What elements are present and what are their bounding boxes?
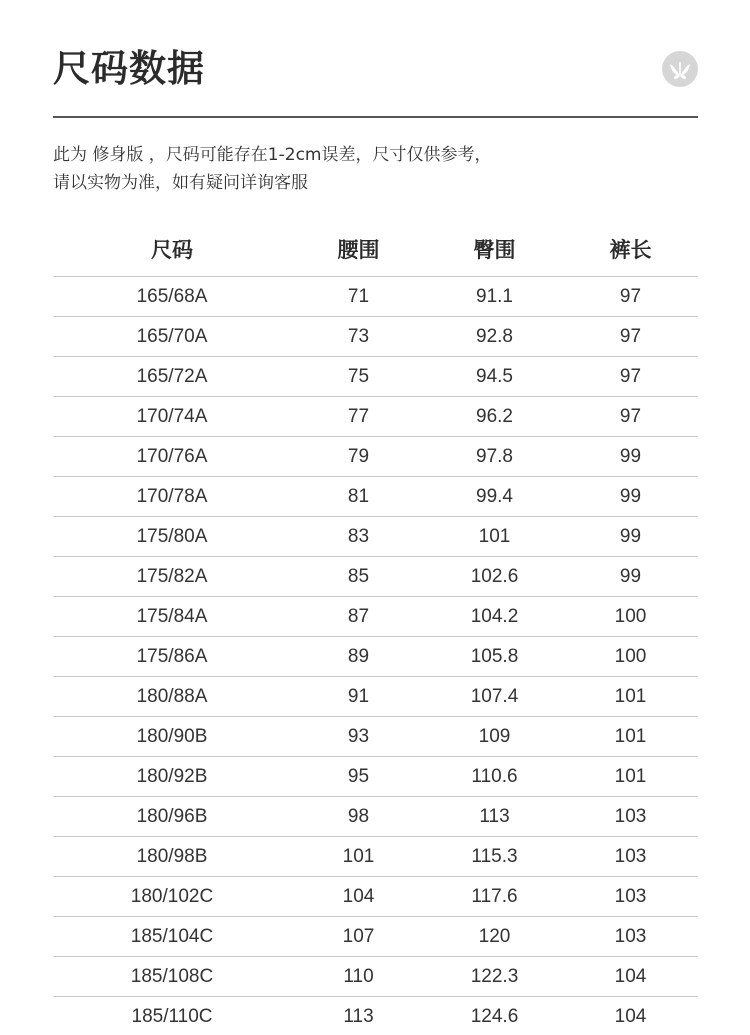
cell-size: 170/78A xyxy=(136,485,208,507)
cell-waist: 101 xyxy=(342,845,375,867)
table-row xyxy=(53,797,698,837)
table-row xyxy=(53,317,698,357)
table-row xyxy=(53,877,698,917)
table-row xyxy=(53,677,698,717)
cell-waist: 93 xyxy=(347,725,370,747)
table-row xyxy=(53,837,698,877)
cell-waist: 73 xyxy=(347,325,370,347)
table-row xyxy=(53,637,698,677)
size-note-line-2: 请以实物为准，如有疑问详询客服 xyxy=(53,173,308,193)
size-table xyxy=(53,222,698,1035)
header-hip: 臀围 xyxy=(473,238,516,262)
header-size: 尺码 xyxy=(151,238,193,262)
cell-size: 165/68A xyxy=(136,285,208,307)
cell-waist: 71 xyxy=(347,285,370,307)
cell-length: 99 xyxy=(619,525,642,547)
cell-hip: 104.2 xyxy=(470,605,519,627)
cell-waist: 87 xyxy=(347,605,370,627)
cell-size: 185/110C xyxy=(131,1005,213,1027)
table-row xyxy=(53,437,698,477)
cell-size: 170/74A xyxy=(136,405,208,427)
cell-waist: 83 xyxy=(347,525,370,547)
table-row xyxy=(53,957,698,997)
cell-size: 180/88A xyxy=(136,685,208,707)
table-row xyxy=(53,477,698,517)
cell-hip: 102.6 xyxy=(470,565,519,587)
cell-length: 100 xyxy=(614,605,647,627)
cell-size: 175/82A xyxy=(136,565,208,587)
cell-hip: 101 xyxy=(478,525,511,547)
cell-waist: 89 xyxy=(347,645,370,667)
table-row xyxy=(53,597,698,637)
cell-length: 103 xyxy=(614,845,647,867)
cell-length: 100 xyxy=(614,645,647,667)
cell-length: 103 xyxy=(614,885,647,907)
cell-length: 103 xyxy=(614,805,647,827)
cell-size: 170/76A xyxy=(136,445,208,467)
table-row xyxy=(53,357,698,397)
cell-length: 101 xyxy=(614,765,647,787)
cell-size: 175/80A xyxy=(136,525,208,547)
cell-hip: 92.8 xyxy=(476,325,513,347)
cell-length: 97 xyxy=(619,325,642,347)
cell-size: 165/72A xyxy=(136,365,208,387)
cell-hip: 94.5 xyxy=(476,365,513,387)
cell-waist: 77 xyxy=(347,405,370,427)
table-row xyxy=(53,397,698,437)
cell-size: 165/70A xyxy=(136,325,208,347)
table-row xyxy=(53,277,698,317)
cell-length: 104 xyxy=(614,1005,647,1027)
cell-size: 185/108C xyxy=(130,965,214,987)
cell-waist: 110 xyxy=(343,965,374,987)
cell-hip: 115.3 xyxy=(471,845,518,867)
page-title: 尺码数据 xyxy=(53,47,205,90)
size-table-header xyxy=(53,222,698,277)
cell-waist: 98 xyxy=(347,805,370,827)
cell-hip: 96.2 xyxy=(476,405,513,427)
cell-size: 180/96B xyxy=(136,805,208,827)
header-waist: 腰围 xyxy=(337,238,380,262)
table-row xyxy=(53,717,698,757)
cell-size: 180/102C xyxy=(130,885,214,907)
cell-length: 99 xyxy=(619,485,642,507)
cell-length: 99 xyxy=(619,445,642,467)
cell-size: 180/92B xyxy=(136,765,208,787)
cell-hip: 122.3 xyxy=(470,965,519,987)
cell-size: 180/98B xyxy=(136,845,208,867)
cell-hip: 91.1 xyxy=(476,285,513,307)
cell-waist: 91 xyxy=(347,685,370,707)
size-note-line-1: 此为 修身版 ，尺码可能存在1-2cm误差，尺寸仅供参考， xyxy=(53,145,492,165)
cell-hip: 124.6 xyxy=(470,1005,519,1027)
cell-length: 99 xyxy=(619,565,642,587)
table-row xyxy=(53,997,698,1035)
cell-hip: 120 xyxy=(478,925,511,947)
cell-length: 97 xyxy=(619,405,642,427)
title-divider xyxy=(53,116,698,118)
cell-waist: 85 xyxy=(347,565,370,587)
cell-hip: 109 xyxy=(478,725,511,747)
cell-size: 185/104C xyxy=(130,925,214,947)
cell-hip: 107.4 xyxy=(470,685,519,707)
table-row xyxy=(53,917,698,957)
cell-waist: 95 xyxy=(347,765,370,787)
cell-waist: 75 xyxy=(347,365,370,387)
cell-size: 175/86A xyxy=(136,645,208,667)
size-table-body xyxy=(53,277,698,1035)
cell-hip: 110.6 xyxy=(471,765,518,787)
cell-size: 175/84A xyxy=(136,605,208,627)
table-row xyxy=(53,557,698,597)
table-row xyxy=(53,757,698,797)
cell-waist: 113 xyxy=(343,1005,374,1027)
cell-waist: 81 xyxy=(347,485,370,507)
header-length: 裤长 xyxy=(609,238,652,262)
cell-length: 97 xyxy=(619,285,642,307)
cell-waist: 104 xyxy=(342,885,375,907)
butterfly-logo-icon xyxy=(662,51,698,87)
cell-hip: 105.8 xyxy=(470,645,519,667)
cell-size: 180/90B xyxy=(136,725,208,747)
cell-length: 104 xyxy=(614,965,647,987)
cell-hip: 113 xyxy=(479,805,510,827)
cell-length: 103 xyxy=(614,925,647,947)
table-row xyxy=(53,517,698,557)
cell-waist: 79 xyxy=(347,445,370,467)
cell-hip: 117.6 xyxy=(471,885,518,907)
cell-hip: 99.4 xyxy=(476,485,513,507)
cell-hip: 97.8 xyxy=(476,445,513,467)
cell-waist: 107 xyxy=(342,925,375,947)
cell-length: 101 xyxy=(614,685,647,707)
size-note xyxy=(53,141,698,197)
cell-length: 97 xyxy=(619,365,642,387)
cell-length: 101 xyxy=(614,725,647,747)
